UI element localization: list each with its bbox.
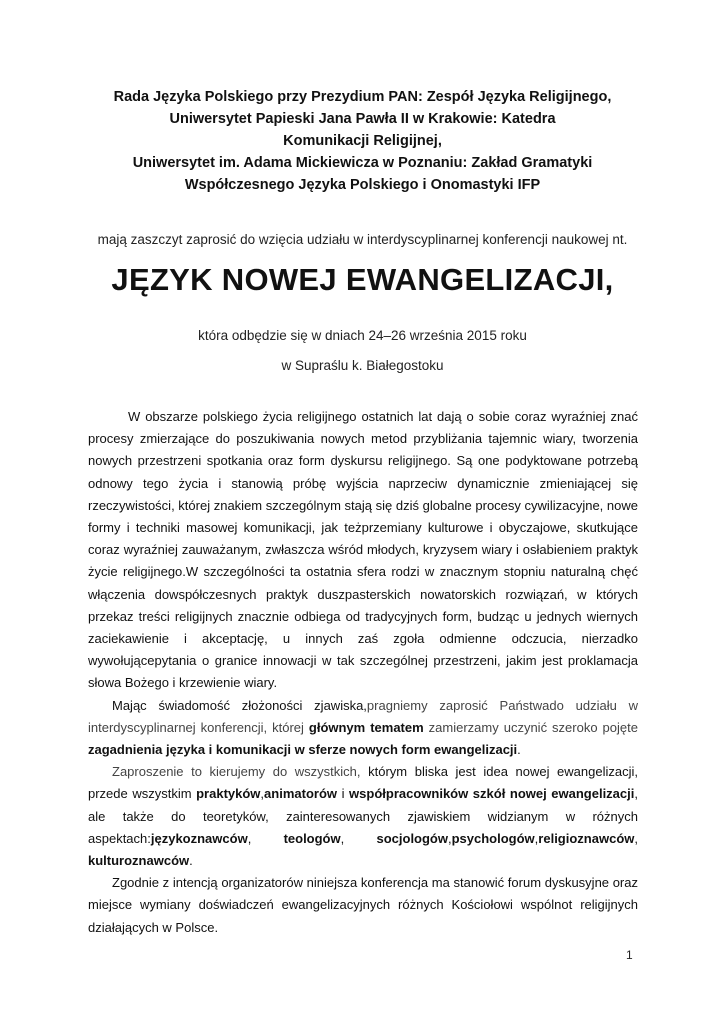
p2-text-4: . [517,742,521,758]
p3-bold-1: praktyków [196,786,261,802]
p2-bold-2: zagadnienia języka i komunikacji w sferze nowych form ewangelizacji [88,742,518,758]
p3-bold-6: socjologów [376,830,448,846]
p3-bold-4: językoznawców [150,830,248,846]
p3-text-8: , [447,830,452,846]
page-number: 1 [626,948,633,962]
p3-bold-3: współpracowników szkół nowej ewangelizacji [349,786,635,802]
date-line: która odbędzie się w dniach 24–26 września 2015 roku [198,328,527,343]
paragraph-4: Zgodnie z intencją organizatorów niniejsza konferencja ma stanowić forum dyskusyjne oraz miejsce wymiany doświadczeń ewangelizacyjnych różnych Kościołowi wspólnot religijnych działających w Polsce. [88,875,638,935]
place-line: w Supraślu k. Białegostoku [281,358,444,373]
header-line-1: Rada Języka Polskiego przy Prezydium PAN: Zespół Języka Religijnego, [113,89,612,105]
p3-text-10: , [634,830,638,846]
header-line-4: Uniwersytet im. Adama Mickiewicza w Poznaniu: Zakład Gramatyki [132,155,593,171]
paragraph-2 [88,695,638,762]
p2-bold-1: głównym tematem [308,719,424,735]
p2-text-1: Mając świadomość złożoności zjawiska, [112,697,367,713]
organizers-header [90,86,635,196]
p3-text-9: , [534,830,539,846]
p2-text-3: zamierzamy uczynić szeroko pojęte [423,719,638,735]
p3-text-2: którym bliska jest idea nowej ewangelizacji, przede wszystkim [88,764,638,802]
p3-text-1: Zaproszenie to kierujemy do wszystkich, [112,764,369,780]
p3-bold-9: kulturoznawców [88,853,190,869]
p3-bold-5: teologów [283,830,341,846]
body-text [88,406,638,939]
p2-text-2: pragniemy zaprosić Państwado udziału w interdyscyplinarnej konferencji, której [88,697,638,735]
p3-text-6: , [247,830,284,846]
p3-text-4: i [337,786,350,802]
paragraph-1: W obszarze polskiego życia religijnego ostatnich lat dają o sobie coraz wyraźniej znać procesy zmierzające do poszukiwania nowych metod przybliżania tajemnic wiary, tworzenia nowych przestrzeni spotkania oraz form dyskursu religijnego. Są one podyktowane potrzebą odnowy tego życia i stanowią próbę wyjścia naprzeciw dynamicznie zmieniającej się rzeczywistości, której znakiem szczególnym stają się dziś globalne procesy cywilizacyjne, nowe formy i techniki masowej komunikacji, jak teżprzemiany kulturowe i obyczajowe, skutkujące coraz wyraźniej zauważanym, zwłaszcza wśród młodych, kryzysem wiary i osłabieniem praktyk życie religijnego.W szczególności ta ostatnia sfera rodzi w znacznym stopniu naturalną chęć włączenia dowspółczesnych praktyk duszpasterskich nowatorskich rozwiązań, w których przekaz treści religijnych znacznie odbiega od tradycyjnych form, budząc u jednych wiernych zaciekawienie i akceptację, u innych zaś zgoła odmienne odczucia, nierzadko wywołującepytania o granice innowacji w tak szczególnej przestrzeni, jakim jest proklamacja słowa Bożego i krzewienie wiary. [88,409,638,691]
p3-bold-2: animatorów [264,786,338,802]
paragraph-3 [88,761,638,872]
p3-text-7: , [340,830,377,846]
p3-bold-8: religioznawców [538,830,635,846]
p3-text-5: , ale także do teoretyków, zainteresowanych zjawiskiem widzianym w różnych aspektach: [88,786,638,846]
p3-bold-7: psychologów [451,830,535,846]
invitation-line: mają zaszczyt zaprosić do wzięcia udziału w interdyscyplinarnej konferencji naukowej nt. [97,232,628,247]
header-line-5: Współczesnego Języka Polskiego i Onomastyki IFP [184,177,541,193]
p3-text-3: , [260,786,265,802]
header-line-3: Komunikacji Religijnej, [283,133,442,149]
conference-title: JĘZYK NOWEJ EWANGELIZACJI, [111,262,614,297]
p3-text-11: . [189,853,193,869]
header-line-2: Uniwersytet Papieski Jana Pawła II w Krakowie: Katedra [169,111,556,127]
